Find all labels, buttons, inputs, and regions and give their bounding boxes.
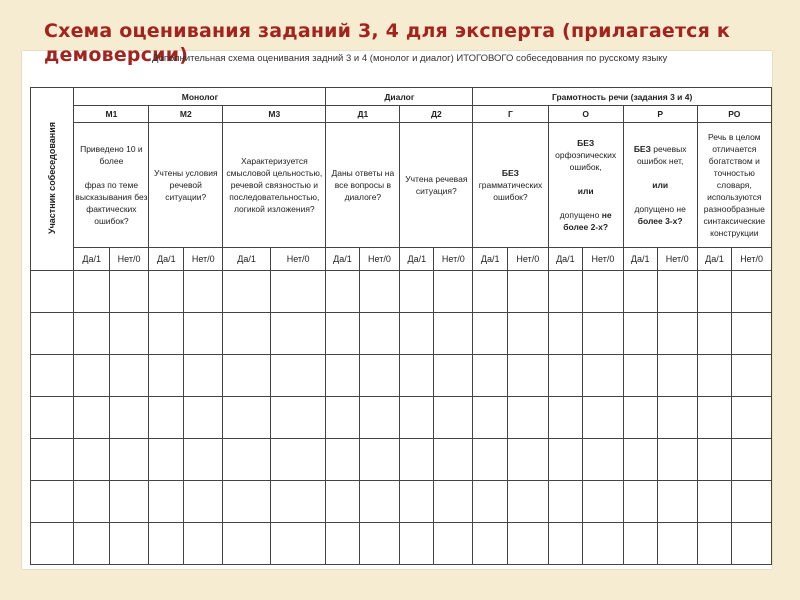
yes-cell[interactable] [697, 397, 732, 439]
no-cell[interactable] [434, 523, 473, 565]
no-label: Нет/0 [657, 248, 697, 271]
no-cell[interactable] [270, 271, 326, 313]
yes-cell[interactable] [548, 439, 583, 481]
no-cell[interactable] [109, 439, 148, 481]
participant-cell[interactable] [31, 313, 74, 355]
desc-g-rest: грамматических ошибок? [478, 180, 543, 202]
yes-cell[interactable] [548, 313, 583, 355]
participant-cell[interactable] [31, 481, 74, 523]
yes-cell[interactable] [400, 439, 434, 481]
criterion-ro: РО [697, 106, 771, 123]
desc-m2: Учтены условия речевой ситуации? [149, 123, 223, 248]
no-cell[interactable] [109, 355, 148, 397]
yes-cell[interactable] [223, 355, 271, 397]
desc-m3: Характеризуется смысловой цельностью, речевой связностью и последовательностью, логикой изложения? [223, 123, 326, 248]
no-cell[interactable] [732, 355, 772, 397]
desc-o-tail-bold: не более 2-х? [563, 210, 612, 232]
yes-label: Да/1 [548, 248, 583, 271]
desc-d1: Даны ответы на все вопросы в диалоге? [326, 123, 400, 248]
yes-cell[interactable] [74, 439, 109, 481]
criterion-m3: М3 [223, 106, 326, 123]
no-cell[interactable] [507, 523, 548, 565]
participant-cell[interactable] [31, 271, 74, 313]
no-cell[interactable] [109, 481, 148, 523]
no-cell[interactable] [507, 271, 548, 313]
yes-label: Да/1 [326, 248, 359, 271]
criterion-m2: М2 [149, 106, 223, 123]
no-cell[interactable] [732, 523, 772, 565]
no-label: Нет/0 [184, 248, 223, 271]
yes-cell[interactable] [548, 355, 583, 397]
no-label: Нет/0 [507, 248, 548, 271]
no-cell[interactable] [434, 313, 473, 355]
no-cell[interactable] [434, 397, 473, 439]
no-label: Нет/0 [732, 248, 772, 271]
no-cell[interactable] [507, 355, 548, 397]
no-cell[interactable] [583, 439, 624, 481]
yes-cell[interactable] [149, 355, 184, 397]
no-cell[interactable] [507, 397, 548, 439]
no-cell[interactable] [657, 271, 697, 313]
yes-cell[interactable] [223, 271, 271, 313]
yes-cell[interactable] [473, 313, 508, 355]
criterion-d1: Д1 [326, 106, 400, 123]
yes-cell[interactable] [473, 523, 508, 565]
desc-r-tail: допущено не [634, 204, 686, 214]
yes-cell[interactable] [697, 271, 732, 313]
yes-cell[interactable] [74, 481, 109, 523]
participant-cell[interactable] [31, 355, 74, 397]
no-cell[interactable] [583, 397, 624, 439]
no-cell[interactable] [507, 439, 548, 481]
participant-cell[interactable] [31, 439, 74, 481]
no-cell[interactable] [184, 355, 223, 397]
desc-g [473, 123, 548, 248]
desc-r-tail-bold: более 3-х? [637, 216, 683, 226]
no-cell[interactable] [184, 313, 223, 355]
yes-cell[interactable] [149, 271, 184, 313]
monolog-group: Монолог [74, 88, 326, 106]
no-cell[interactable] [270, 355, 326, 397]
yes-cell[interactable] [400, 355, 434, 397]
desc-o-tail: допущено [559, 210, 600, 220]
yes-cell[interactable] [74, 397, 109, 439]
criterion-g: Г [473, 106, 548, 123]
no-cell[interactable] [507, 313, 548, 355]
yes-cell[interactable] [623, 355, 657, 397]
yes-cell[interactable] [223, 481, 271, 523]
yes-label: Да/1 [149, 248, 184, 271]
literacy-group: Грамотность речи (задания 3 и 4) [473, 88, 772, 106]
no-label: Нет/0 [583, 248, 624, 271]
yes-cell[interactable] [697, 523, 732, 565]
yes-label: Да/1 [400, 248, 434, 271]
yes-label: Да/1 [473, 248, 508, 271]
no-cell[interactable] [270, 481, 326, 523]
yes-cell[interactable] [400, 397, 434, 439]
dialog-group: Диалог [326, 88, 473, 106]
yes-label: Да/1 [74, 248, 109, 271]
no-cell[interactable] [359, 439, 400, 481]
yes-cell[interactable] [149, 439, 184, 481]
no-cell[interactable] [434, 481, 473, 523]
no-cell[interactable] [184, 439, 223, 481]
yes-cell[interactable] [548, 523, 583, 565]
yes-cell[interactable] [473, 397, 508, 439]
criterion-m1: М1 [74, 106, 149, 123]
no-cell[interactable] [732, 439, 772, 481]
no-cell[interactable] [109, 271, 148, 313]
no-label: Нет/0 [434, 248, 473, 271]
desc-r-or: или [652, 180, 669, 190]
no-cell[interactable] [109, 313, 148, 355]
desc-r-bold: БЕЗ [633, 144, 651, 154]
table-row [31, 355, 772, 397]
no-cell[interactable] [657, 481, 697, 523]
yes-cell[interactable] [149, 397, 184, 439]
yes-label: Да/1 [697, 248, 732, 271]
no-label: Нет/0 [109, 248, 148, 271]
yes-cell[interactable] [149, 481, 184, 523]
no-cell[interactable] [434, 355, 473, 397]
yes-cell[interactable] [326, 439, 359, 481]
yes-cell[interactable] [326, 355, 359, 397]
table-row [31, 397, 772, 439]
no-cell[interactable] [583, 313, 624, 355]
table-row [31, 481, 772, 523]
desc-o-rest: орфоэпических ошибок, [555, 150, 617, 172]
desc-g-bold: БЕЗ [501, 168, 520, 178]
yes-cell[interactable] [548, 397, 583, 439]
table-row [31, 523, 772, 565]
desc-o-or: или [577, 186, 594, 196]
no-cell[interactable] [732, 397, 772, 439]
yes-cell[interactable] [74, 355, 109, 397]
no-cell[interactable] [270, 397, 326, 439]
no-cell[interactable] [657, 439, 697, 481]
no-cell[interactable] [359, 355, 400, 397]
yes-cell[interactable] [473, 481, 508, 523]
yes-cell[interactable] [223, 313, 271, 355]
yes-cell[interactable] [400, 523, 434, 565]
criterion-r: Р [623, 106, 697, 123]
desc-r-rest: речевых ошибок нет, [636, 144, 687, 166]
yes-cell[interactable] [400, 271, 434, 313]
no-cell[interactable] [359, 397, 400, 439]
yes-cell[interactable] [326, 523, 359, 565]
yes-cell[interactable] [548, 271, 583, 313]
yes-cell[interactable] [697, 313, 732, 355]
sheet-caption: Дополнительная схема оценивания задний 3 и 4 (монолог и диалог) ИТОГОВОГО собеседования по русскому языку [152, 53, 668, 64]
no-cell[interactable] [657, 313, 697, 355]
yes-cell[interactable] [623, 439, 657, 481]
yes-cell[interactable] [697, 481, 732, 523]
yes-cell[interactable] [326, 271, 359, 313]
no-cell[interactable] [270, 313, 326, 355]
yes-cell[interactable] [473, 439, 508, 481]
no-cell[interactable] [359, 481, 400, 523]
no-cell[interactable] [732, 313, 772, 355]
no-cell[interactable] [109, 523, 148, 565]
no-cell[interactable] [359, 313, 400, 355]
yes-cell[interactable] [473, 355, 508, 397]
no-cell[interactable] [434, 439, 473, 481]
yes-cell[interactable] [400, 481, 434, 523]
no-cell[interactable] [270, 523, 326, 565]
desc-r [623, 123, 697, 248]
table-row [31, 439, 772, 481]
no-cell[interactable] [184, 397, 223, 439]
no-cell[interactable] [657, 523, 697, 565]
yes-cell[interactable] [149, 523, 184, 565]
yes-cell[interactable] [74, 313, 109, 355]
yes-cell[interactable] [326, 397, 359, 439]
no-cell[interactable] [359, 523, 400, 565]
no-cell[interactable] [109, 397, 148, 439]
yes-cell[interactable] [223, 439, 271, 481]
yes-cell[interactable] [623, 397, 657, 439]
yes-cell[interactable] [623, 313, 657, 355]
no-cell[interactable] [184, 481, 223, 523]
desc-o [548, 123, 623, 248]
yes-cell[interactable] [473, 271, 508, 313]
no-cell[interactable] [184, 523, 223, 565]
desc-d2: Учтена речевая ситуация? [400, 123, 473, 248]
no-cell[interactable] [657, 355, 697, 397]
desc-ro: Речь в целом отличается богатством и точностью словаря, используются разнообразные синтаксические конструкции [697, 123, 771, 248]
slide-title: Схема оценивания заданий 3, 4 для эксперта (прилагается к демоверсии) [44, 20, 730, 66]
no-cell[interactable] [270, 439, 326, 481]
no-cell[interactable] [732, 481, 772, 523]
no-cell[interactable] [583, 523, 624, 565]
no-cell[interactable] [184, 271, 223, 313]
no-cell[interactable] [732, 271, 772, 313]
table-row [31, 313, 772, 355]
participant-header: Участник собеседования [31, 88, 74, 271]
no-cell[interactable] [657, 397, 697, 439]
yes-cell[interactable] [74, 523, 109, 565]
desc-m1: Приведено 10 и более фраз по теме высказывания без фактических ошибок? [74, 123, 149, 248]
yes-cell[interactable] [326, 313, 359, 355]
yes-cell[interactable] [623, 523, 657, 565]
yes-cell[interactable] [697, 355, 732, 397]
yes-cell[interactable] [149, 313, 184, 355]
no-cell[interactable] [583, 271, 624, 313]
yes-cell[interactable] [623, 481, 657, 523]
yes-cell[interactable] [74, 271, 109, 313]
no-cell[interactable] [583, 355, 624, 397]
table-row [31, 271, 772, 313]
no-label: Нет/0 [359, 248, 400, 271]
yes-cell[interactable] [623, 271, 657, 313]
participant-cell[interactable] [31, 397, 74, 439]
criterion-o: О [548, 106, 623, 123]
yes-cell[interactable] [223, 523, 271, 565]
participant-cell[interactable] [31, 523, 74, 565]
no-cell[interactable] [359, 271, 400, 313]
assessment-table [30, 87, 772, 565]
yes-label: Да/1 [223, 248, 271, 271]
yes-label: Да/1 [623, 248, 657, 271]
yes-cell[interactable] [326, 481, 359, 523]
yes-cell[interactable] [548, 481, 583, 523]
yes-cell[interactable] [400, 313, 434, 355]
yes-cell[interactable] [697, 439, 732, 481]
desc-o-bold: БЕЗ [577, 138, 595, 148]
no-cell[interactable] [434, 271, 473, 313]
assessment-sheet [22, 51, 772, 569]
no-cell[interactable] [507, 481, 548, 523]
no-label: Нет/0 [270, 248, 326, 271]
yes-cell[interactable] [223, 397, 271, 439]
no-cell[interactable] [583, 481, 624, 523]
criterion-d2: Д2 [400, 106, 473, 123]
